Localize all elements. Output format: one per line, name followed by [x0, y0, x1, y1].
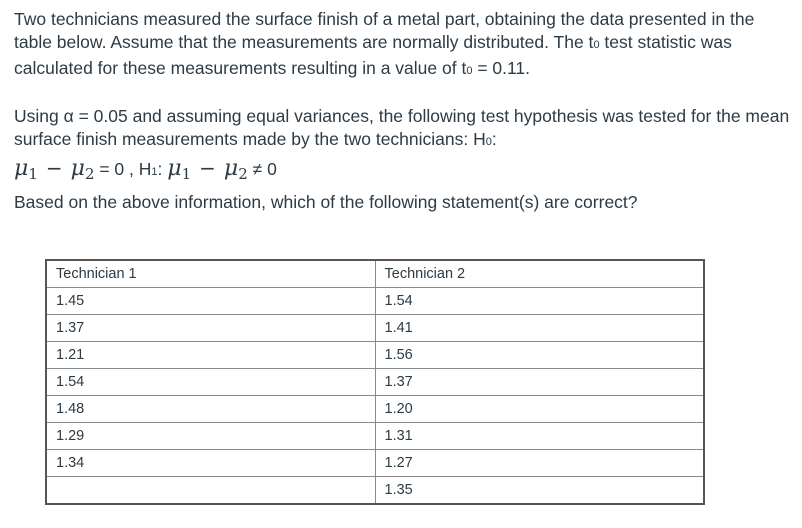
question-text: Based on the above information, which of the following statement(s) are correct?	[14, 192, 638, 212]
hypothesis-formula	[14, 154, 790, 182]
table-row	[46, 396, 704, 423]
subscript: 0	[485, 136, 492, 148]
mu-2: μ2	[223, 156, 248, 183]
subscript: 0	[466, 65, 473, 77]
table-row	[46, 450, 704, 477]
hypothesis-text: :	[491, 129, 497, 149]
null-equals: = 0 , H	[94, 159, 152, 179]
intro-text: Two technicians measured the surface finish of a metal part, obtaining the data presented in the table below. Assume that the measurements are normally distributed. The t	[14, 9, 755, 52]
table-cell: 1.29	[46, 423, 375, 450]
subscript: 0	[593, 39, 600, 51]
table-cell: 1.54	[46, 369, 375, 396]
hypothesis-paragraph	[14, 105, 790, 154]
table-row	[46, 423, 704, 450]
intro-paragraph	[14, 8, 790, 83]
table-cell: 1.45	[46, 288, 375, 315]
table-cell: 1.21	[46, 342, 375, 369]
table-cell: 1.35	[375, 477, 704, 505]
table-row	[46, 342, 704, 369]
alt-not-equal: ≠ 0	[247, 159, 277, 179]
table-row	[46, 288, 704, 315]
table-cell: 1.54	[375, 288, 704, 315]
minus-sign: −	[199, 156, 216, 180]
intro-text: test statistic was calculated for these measurements resulting in a value of t	[14, 32, 732, 78]
table-cell: 1.20	[375, 396, 704, 423]
table-cell: 1.37	[46, 315, 375, 342]
measurement-table	[45, 259, 705, 505]
table-row	[46, 369, 704, 396]
table-header-row	[46, 260, 704, 288]
table-cell: 1.41	[375, 315, 704, 342]
table-cell: 1.56	[375, 342, 704, 369]
subscript: 1	[151, 166, 158, 178]
table-cell: 1.48	[46, 396, 375, 423]
question-content	[14, 8, 790, 214]
table-cell: 1.27	[375, 450, 704, 477]
mu-1: μ1	[167, 156, 192, 183]
table-cell: 1.37	[375, 369, 704, 396]
colon: :	[157, 159, 168, 179]
mu-2: μ2	[70, 156, 95, 183]
table-cell: 1.34	[46, 450, 375, 477]
header-technician-1: Technician 1	[46, 260, 375, 288]
table-cell: 1.31	[375, 423, 704, 450]
intro-text: = 0.11.	[472, 58, 531, 78]
hypothesis-text: Using α = 0.05 and assuming equal variances, the following test hypothesis was tested for the mean surface finish measurements made by the two technicians: H	[14, 106, 790, 149]
table-row	[46, 477, 704, 505]
mu-1: μ1	[14, 156, 38, 183]
minus-sign: −	[45, 156, 63, 180]
table-cell	[46, 477, 375, 505]
table-row	[46, 315, 704, 342]
header-technician-2: Technician 2	[375, 260, 704, 288]
